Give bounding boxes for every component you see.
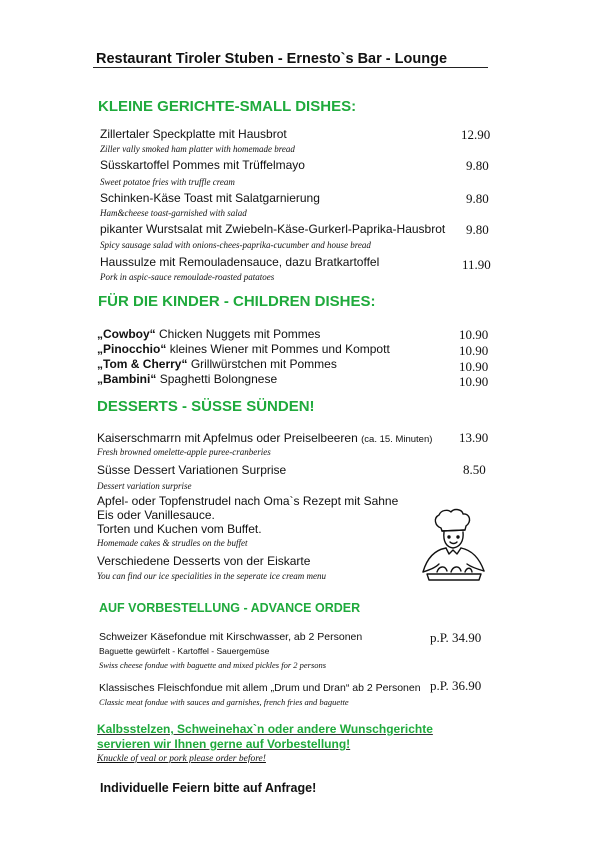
dessert-strudel-line2: Eis oder Vanillesauce. xyxy=(97,508,215,522)
menu-item-name: Zillertaler Speckplatte mit Hausbrot xyxy=(100,127,287,141)
kids-item xyxy=(97,342,390,356)
kids-item xyxy=(97,357,337,371)
kids-item-name: „Tom & Cherry“ xyxy=(97,357,188,371)
dessert-item-name xyxy=(97,431,432,445)
dessert-item-desc: You can find our ice specialities in the seperate ice cream menu xyxy=(97,571,327,581)
menu-item-name: Süsskartoffel Pommes mit Trüffelmayo xyxy=(100,158,305,172)
section-heading-children: FÜR DIE KINDER - CHILDREN DISHES: xyxy=(98,293,376,310)
menu-item-desc: Ham&cheese toast-garnished with salad xyxy=(100,208,247,218)
kids-item-price: 10.90 xyxy=(459,374,489,389)
footer-note: Individuelle Feiern bitte auf Anfrage! xyxy=(100,781,317,795)
menu-item-price: 11.90 xyxy=(462,257,491,272)
page-title: Restaurant Tiroler Stuben - Ernesto`s Bar - Lounge xyxy=(96,51,448,67)
dessert-strudel-line1: Apfel- oder Topfenstrudel nach Oma`s Rezept mit Sahne xyxy=(97,494,399,508)
dessert-item-price: 8.50 xyxy=(463,462,486,477)
fondue-item-price: p.P. 34.90 xyxy=(430,630,482,645)
fondue-item-desc: Swiss cheese fondue with baguette and mixed pickles for 2 persons xyxy=(99,660,327,670)
menu-item-price: 12.90 xyxy=(461,127,491,142)
kids-item-name: „Cowboy“ xyxy=(97,327,156,341)
section-heading-advance-order: AUF VORBESTELLUNG - ADVANCE ORDER xyxy=(99,601,361,615)
dessert-item-desc: Homemade cakes & strudles on the buffet xyxy=(97,538,248,548)
title-underline xyxy=(93,67,488,68)
kids-item-text: Grillwürstchen mit Pommes xyxy=(190,357,337,371)
menu-item-name: Schinken-Käse Toast mit Salatgarnierung xyxy=(100,191,320,205)
fondue-item-desc: Classic meat fondue with sauces and garnishes, french fries and baguette xyxy=(99,697,349,707)
fondue-item-name: Klassisches Fleischfondue mit allem „Drum und Dran“ ab 2 Personen xyxy=(99,682,421,694)
kids-item-price: 10.90 xyxy=(459,359,489,374)
menu-item-desc: Ziller vally smoked ham platter with homemade bread xyxy=(100,144,295,154)
chef-illustration-icon xyxy=(413,508,495,582)
dessert-name-text: Kaiserschmarrn mit Apfelmus oder Preiselbeeren xyxy=(97,431,358,445)
dessert-item-desc: Fresh browned omelette-apple puree-cranberies xyxy=(97,447,271,457)
section-heading-desserts: DESSERTS - SÜSSE SÜNDEN! xyxy=(97,398,315,415)
section-heading-small-dishes: KLEINE GERICHTE-SMALL DISHES: xyxy=(98,98,357,115)
dessert-note: (ca. 15. Minuten) xyxy=(361,434,433,445)
menu-item-desc: Spicy sausage salad with onions-chees-paprika-cucumber and house bread xyxy=(100,240,371,250)
kids-item-text: kleines Wiener mit Pommes und Kompott xyxy=(169,342,390,356)
dessert-item-desc: Dessert variation surprise xyxy=(97,481,192,491)
kids-item-text: Spaghetti Bolongnese xyxy=(159,372,278,386)
menu-item-price: 9.80 xyxy=(466,222,489,237)
kids-item-name: „Bambini“ xyxy=(97,372,157,386)
advance-note-desc: Knuckle of veal or pork please order before! xyxy=(97,754,266,764)
fondue-item-price: p.P. 36.90 xyxy=(430,678,482,693)
menu-item-price: 9.80 xyxy=(466,191,489,206)
dessert-item-name: Süsse Dessert Variationen Surprise xyxy=(97,463,287,477)
kids-item xyxy=(97,372,277,386)
menu-item-name: pikanter Wurstsalat mit Zwiebeln-Käse-Gurkerl-Paprika-Hausbrot xyxy=(100,222,446,236)
menu-item-desc: Pork in aspic-sauce remoulade-roasted patatoes xyxy=(100,272,275,282)
menu-item-price: 9.80 xyxy=(466,158,489,173)
menu-item-desc: Sweet potatoe fries with truffle cream xyxy=(100,177,235,187)
dessert-cakes: Torten und Kuchen vom Buffet. xyxy=(97,522,262,536)
dessert-icecream: Verschiedene Desserts von der Eiskarte xyxy=(97,554,311,568)
advance-note-line1: Kalbsstelzen, Schweinehax`n oder andere Wunschgerichte xyxy=(97,722,433,736)
fondue-item-name: Schweizer Käsefondue mit Kirschwasser, ab 2 Personen xyxy=(99,631,363,643)
kids-item-price: 10.90 xyxy=(459,327,489,342)
kids-item-text: Chicken Nuggets mit Pommes xyxy=(159,327,321,341)
kids-item-price: 10.90 xyxy=(459,343,489,358)
kids-item xyxy=(97,327,320,341)
fondue-item-sub: Baguette gewürfelt - Kartoffel - Sauergemüse xyxy=(99,646,270,656)
kids-item-name: „Pinocchio“ xyxy=(97,342,167,356)
dessert-item-price: 13.90 xyxy=(459,430,489,445)
advance-note-line2: servieren wir Ihnen gerne auf Vorbestellung! xyxy=(97,737,351,751)
menu-item-name: Haussulze mit Remouladensauce, dazu Bratkartoffel xyxy=(100,255,380,269)
